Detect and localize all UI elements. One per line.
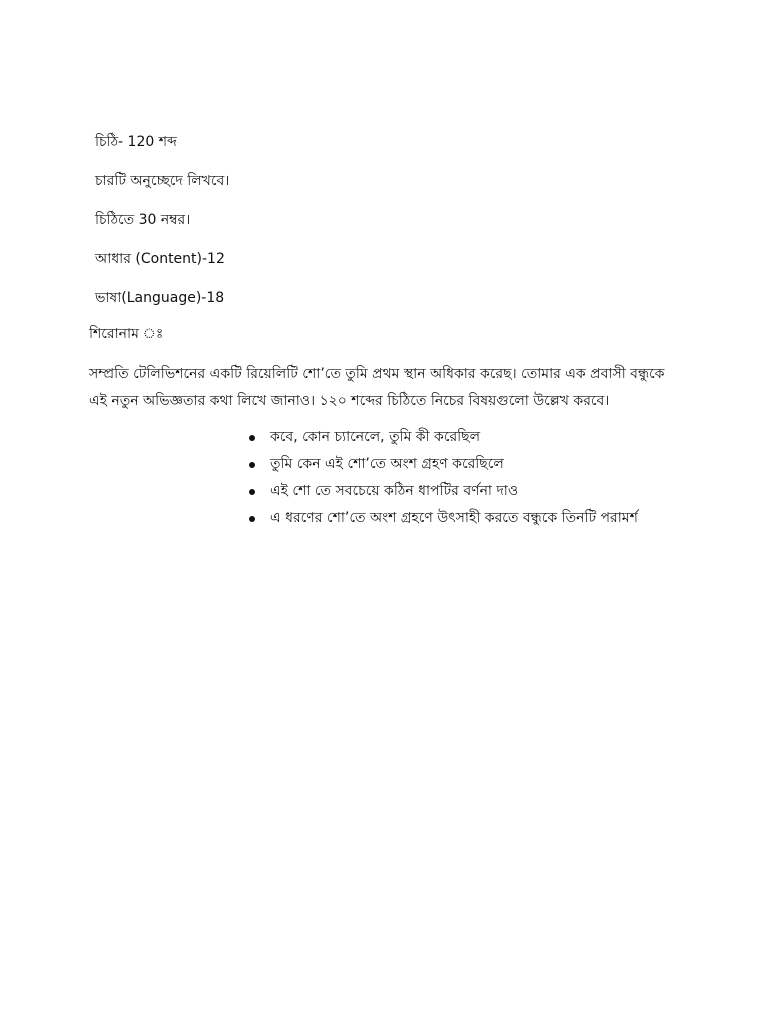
bullet-icon bbox=[249, 489, 255, 495]
paragraph-instruction: চারটি অনুচ্ছেদে লিখবে। bbox=[95, 173, 230, 189]
title-label: শিরোনাম ঃ bbox=[89, 326, 164, 342]
point-text: এই শো তে সবচেয়ে কঠিন ধাপটির বর্ণনা দাও bbox=[270, 483, 519, 499]
bullet-icon bbox=[249, 462, 255, 468]
point-text: তুমি কেন এই শো’তে অংশ গ্রহণ করেছিলে bbox=[270, 456, 504, 472]
point-text: কবে, কোন চ্যানেলে, তুমি কী করেছিল bbox=[270, 429, 481, 445]
content-marks: আধার (Content)-12 bbox=[95, 251, 225, 267]
language-marks: ভাষা(Language)-18 bbox=[95, 290, 225, 306]
list-item bbox=[249, 478, 638, 505]
total-marks: চিঠিতে 30 নম্বর। bbox=[95, 212, 191, 228]
list-item bbox=[249, 424, 638, 451]
bullet-icon bbox=[249, 516, 255, 522]
list-item bbox=[249, 451, 638, 478]
point-text: এ ধরণের শো’তে অংশ গ্রহণে উৎসাহী করতে বন্ধুকে তিনটি পরামর্শ bbox=[270, 510, 638, 526]
list-item bbox=[249, 505, 638, 532]
letter-word-count: চিঠি- 120 শব্দ bbox=[95, 134, 177, 150]
bullet-icon bbox=[249, 435, 255, 441]
prompt-paragraph: সম্প্রতি টেলিভিশনের একটি রিয়েলিটি শো’তে তুমি প্রথম স্থান অধিকার করেছ। তোমার এক প্রবাসী বন্ধুকে এই নতুন অভিজ্ঞতার কথা লিখে জানাও। ১২০ শব্দের চিঠিতে নিচের বিষয়গুলো উল্লেখ করবে। bbox=[89, 366, 665, 409]
points-list bbox=[249, 424, 638, 532]
